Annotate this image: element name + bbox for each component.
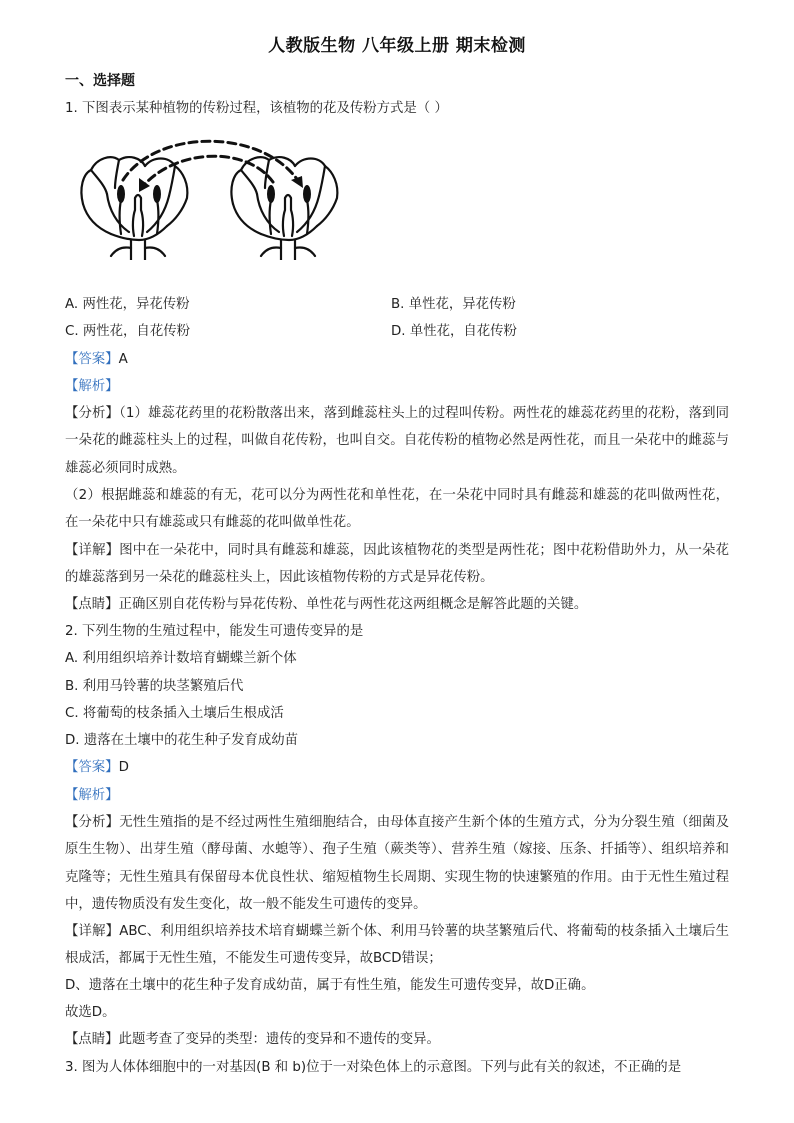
- right-flower-drawing: [231, 157, 337, 260]
- q1-analysis-heading: [65, 377, 119, 397]
- q2-analysis-heading: 【解析】: [65, 788, 119, 803]
- left-flower-drawing: [81, 157, 187, 260]
- q1-answer: [65, 350, 128, 370]
- q1-detail: 【详解】图中在一朵花中，同时具有雌蕊和雄蕊，因此该植物花的类型是两性花；图中花粉借助外力，从一朵花的雄蕊落到另一朵花的雌蕊柱头上，因此该植物传粉的方式是异花传粉。: [65, 543, 729, 586]
- detail-tag: 【详解】: [65, 543, 120, 558]
- q1-option-c[interactable]: C. 两性花，自花传粉: [65, 324, 190, 339]
- q1-fenxi-1: 【分析】（1）雄蕊花药里的花粉散落出来，落到雌蕊柱头上的过程叫传粉。两性花的雄蕊花药里的花粉，落到同一朵花的雌蕊柱头上的过程，叫做自花传粉，也叫自交。自花传粉的植物必然是两性花，而且一朵花中的雌蕊与雄蕊必须同时成熟。: [65, 406, 729, 476]
- answer-tag: 【答案】: [65, 352, 119, 367]
- page-title: 人教版生物 八年级上册 期末检测: [268, 36, 526, 56]
- comment-tag: 【点睛】: [65, 597, 119, 612]
- arrow-right-to-left: [143, 156, 273, 186]
- q1-option-a[interactable]: A. 两性花，异花传粉: [65, 297, 190, 312]
- q1-answer-value: A: [118, 352, 128, 367]
- q2-option-d[interactable]: D. 遗落在土壤中的花生种子发育成幼苗: [65, 733, 299, 748]
- q3-stem: 3. 图为人体体细胞中的一对基因(B 和 b)位于一对染色体上的示意图。下列与此有关的叙述，不正确的是: [65, 1060, 682, 1075]
- q2-fenxi: 【分析】无性生殖指的是不经过两性生殖细胞结合，由母体直接产生新个体的生殖方式，分为分裂生殖（细菌及原生生物）、出芽生殖（酵母菌、水螅等）、孢子生殖（蕨类等）、营养生殖（嫁接、压条、扦插等）、组织培养和克隆等；无性生殖具有保留母本优良性状、缩短植物生长周期、实现生物的快速繁殖的作用。由于无性生殖过程中，遗传物质没有发生变化，故一般不能发生可遗传的变异。: [65, 815, 729, 912]
- q2-answer: 【答案】D: [65, 760, 129, 775]
- fenxi-tag: 【分析】: [65, 406, 120, 421]
- pollination-diagram: [77, 136, 353, 260]
- q2-conclusion: 故选D。: [65, 1005, 116, 1020]
- q2-detail-2: D、遗落在土壤中的花生种子发育成幼苗，属于有性生殖，能发生可遗传变异，故D正确。: [65, 978, 595, 993]
- q2-detail-1: 【详解】ABC、利用组织培养技术培育蝴蝶兰新个体、利用马铃薯的块茎繁殖后代、将葡萄的枝条插入土壤后生根成活，都属于无性生殖，不能发生可遗传变异，故BCD错误；: [65, 924, 730, 967]
- q2-option-a[interactable]: A. 利用组织培养计数培育蝴蝶兰新个体: [65, 651, 297, 666]
- q2-answer-value: D: [118, 760, 129, 775]
- q2-option-b[interactable]: B. 利用马铃薯的块茎繁殖后代: [65, 679, 244, 694]
- q1-option-d[interactable]: D. 单性花，自花传粉: [391, 324, 517, 339]
- q1-stem: 1. 下图表示某种植物的传粉过程，该植物的花及传粉方式是（ ）: [65, 101, 448, 116]
- section-heading: 一、选择题: [65, 73, 135, 89]
- q1-comment: 【点睛】正确区别自花传粉与异花传粉、单性花与两性花这两组概念是解答此题的关键。: [65, 597, 588, 612]
- q2-option-c[interactable]: C. 将葡萄的枝条插入土壤后生根成活: [65, 706, 284, 721]
- analysis-tag: 【解析】: [65, 379, 119, 394]
- q2-comment: 【点睛】此题考查了变异的类型：遗传的变异和不遗传的变异。: [65, 1032, 440, 1047]
- q2-stem: 2. 下列生物的生殖过程中，能发生可遗传变异的是: [65, 624, 364, 639]
- q1-fenxi-2: （2）根据雌蕊和雄蕊的有无，花可以分为两性花和单性花，在一朵花中同时具有雌蕊和雄蕊的花叫做两性花，在一朵花中只有雄蕊或只有雌蕊的花叫做单性花。: [65, 488, 729, 531]
- q1-option-b[interactable]: B. 单性花，异花传粉: [391, 297, 516, 312]
